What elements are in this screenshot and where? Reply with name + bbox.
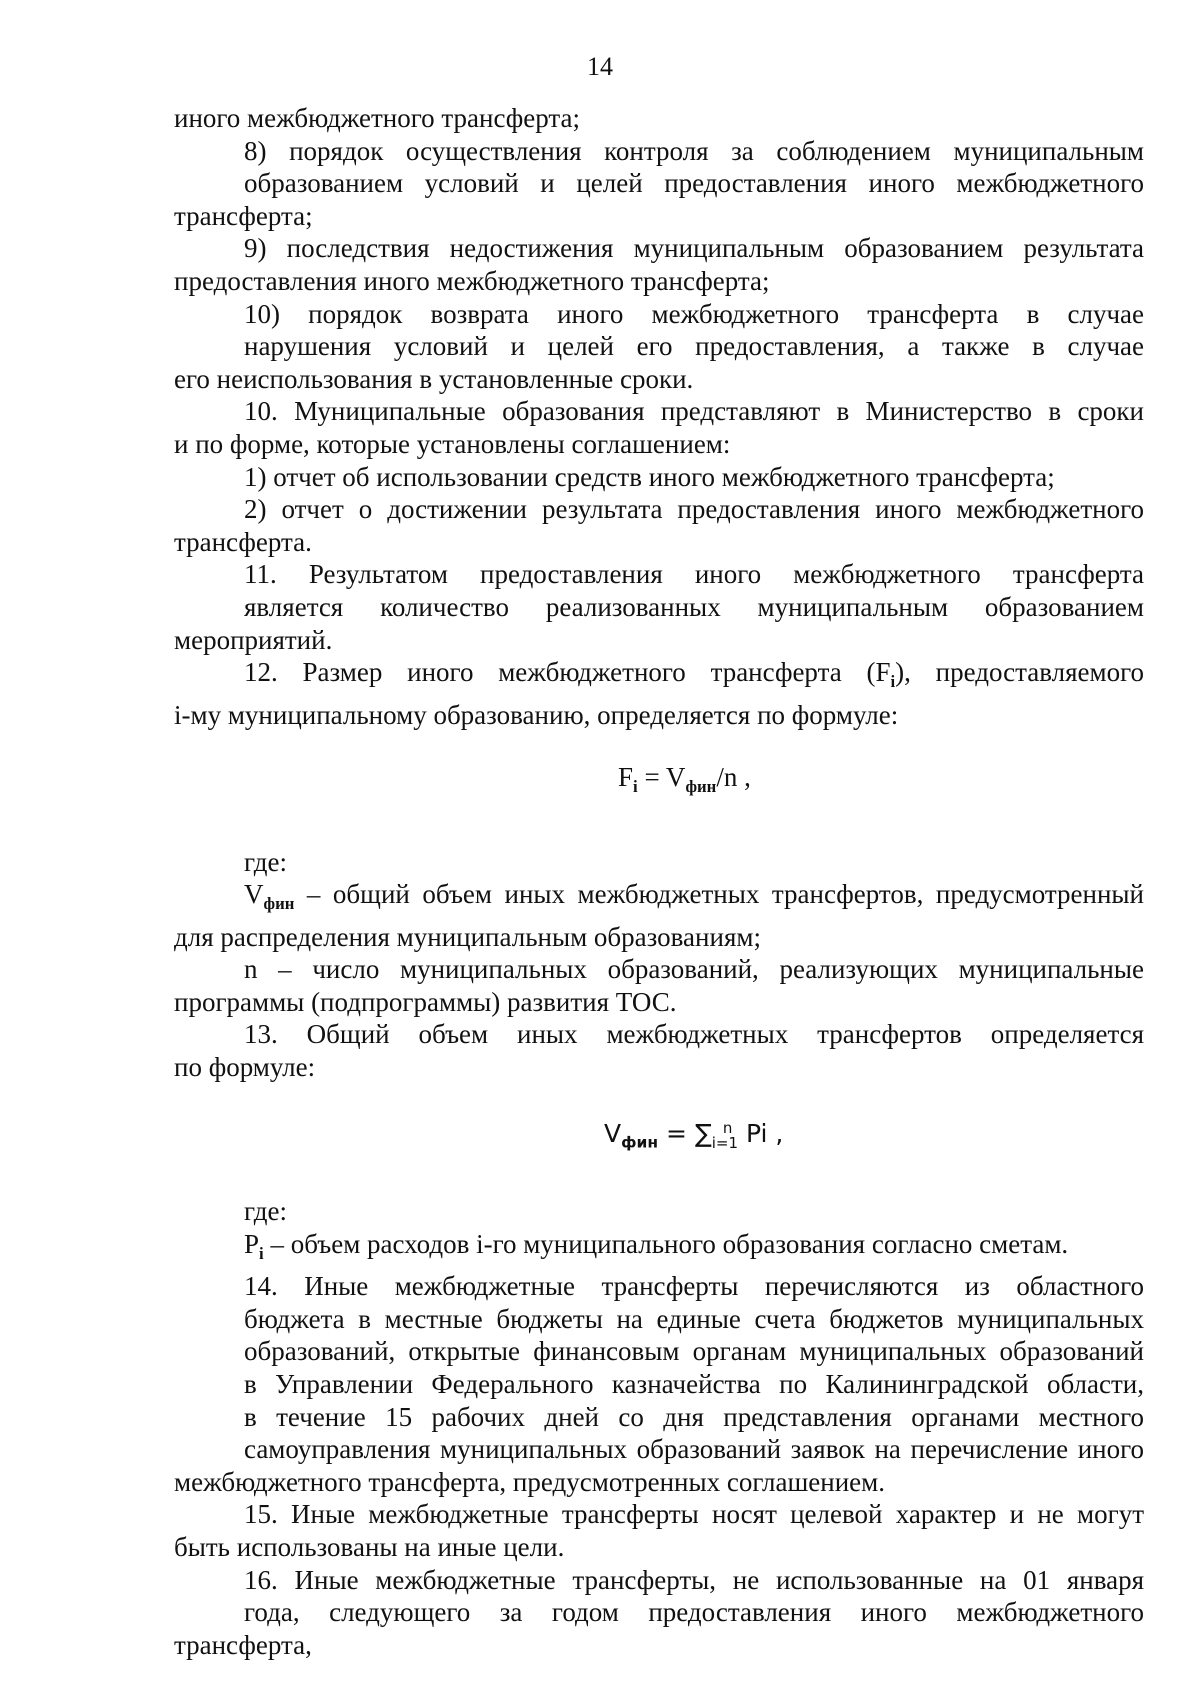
where-label: где: (244, 846, 287, 877)
subscript: i (633, 776, 638, 796)
text-line: программы (подпрограммы) развития ТОС. (174, 986, 677, 1017)
summation (695, 1118, 738, 1160)
paragraph-item-10 (174, 298, 1144, 396)
subscript: фин (685, 776, 717, 796)
text-fragment: V (244, 879, 264, 910)
report-item-2 (174, 493, 1144, 558)
formula-symbol: = (658, 1118, 695, 1148)
text-fragment: 12. Размер иного межбюджетного трансферта (F (244, 657, 891, 688)
text-line: в течение 15 рабочих дней со дня представления органами местного (244, 1401, 1144, 1432)
text-line: 11. Результатом предоставления иного межбюджетного трансферта (244, 559, 1144, 590)
text-line: 16. Иные межбюджетные трансферты, не использованные на 01 января (244, 1564, 1144, 1595)
text-line: и по форме, которые установлены соглашением: (174, 428, 731, 459)
text-fragment: – общий объем иных межбюджетных трансфертов, предусмотренный (294, 879, 1144, 910)
text-line: в Управлении Федерального казначейства по Калининградской области, (244, 1368, 1144, 1399)
text-line: i-му муниципальному образованию, определяется по формуле: (174, 699, 899, 730)
text-line: для распределения муниципальным образованиям; (174, 921, 761, 952)
subscript: i=1 (711, 1133, 739, 1152)
text-line: 1) отчет об использовании средств иного межбюджетного трансферта; (244, 461, 1055, 492)
text-line: года, следующего за годом предоставления иного межбюджетного трансферта, (174, 1597, 1144, 1660)
subscript: i (890, 671, 896, 691)
paragraph (174, 102, 1144, 135)
text-line: бюджета в местные бюджеты на единые счета бюджетов муниципальных (244, 1303, 1144, 1334)
text-line (174, 878, 1144, 920)
formula-fi (174, 761, 1144, 803)
formula-symbol: Pi , (738, 1118, 784, 1148)
text-line: 10) порядок возврата иного межбюджетного трансферта в случае (244, 298, 1144, 329)
page-number: 14 (587, 52, 613, 81)
text-line: 9) последствия недостижения муниципальным образованием результата (244, 233, 1144, 264)
document-body (174, 102, 1144, 1661)
definition-n (174, 953, 1144, 1018)
where-label: где: (244, 1196, 287, 1227)
sigma-symbol: ∑ (694, 1118, 712, 1148)
paragraph-item-8 (174, 135, 1144, 233)
text-fragment: – объем расходов i-го муниципального образования согласно сметам. (263, 1228, 1069, 1259)
superscript: n (722, 1118, 733, 1137)
text-line: образований, открытые финансовым органам муниципальных образований (244, 1336, 1144, 1367)
text-line: быть использованы на иные цели. (174, 1531, 565, 1562)
section-16 (174, 1564, 1144, 1662)
text-line: трансферта; (174, 200, 313, 231)
text-line: межбюджетного трансферта, предусмотренных соглашением. (174, 1466, 886, 1497)
text-line: по формуле: (174, 1051, 316, 1082)
definition-vfin (174, 878, 1144, 953)
text-line: предоставления иного межбюджетного трансферта; (174, 265, 770, 296)
text-line: трансферта. (174, 526, 312, 557)
text-line: 14. Иные межбюджетные трансферты перечисляются из областного (244, 1271, 1144, 1302)
section-15 (174, 1498, 1144, 1563)
text-line: мероприятий. (174, 624, 333, 655)
section-11 (174, 558, 1144, 656)
definition-pi (174, 1228, 1144, 1270)
text-line: его неиспользования в установленные сроки. (174, 363, 694, 394)
text-line: иного межбюджетного трансферта; (174, 103, 580, 133)
paragraph-item-9 (174, 232, 1144, 297)
formula-symbol: V (604, 1118, 622, 1148)
text-fragment: ), предоставляемого (895, 657, 1144, 688)
section-12 (174, 656, 1144, 731)
formula-symbol: /n , (716, 762, 751, 793)
text-line: является количество реализованных муниципальным образованием (244, 591, 1144, 622)
text-line: n – число муниципальных образований, реализующих муниципальные (244, 954, 1144, 985)
subscript: фин (263, 894, 295, 913)
text-line (174, 656, 1144, 698)
section-10 (174, 395, 1144, 460)
subscript: i (259, 1243, 264, 1263)
text-line: 10. Муниципальные образования представляют в Министерство в сроки (244, 396, 1144, 427)
text-line: 2) отчет о достижении результата предоставления иного межбюджетного (244, 494, 1144, 525)
section-14 (174, 1270, 1144, 1498)
text-line: 13. Общий объем иных межбюджетных трансфертов определяется (244, 1019, 1144, 1050)
formula-vfin (174, 1118, 1144, 1160)
text-line: 8) порядок осуществления контроля за соблюдением муниципальным (244, 135, 1144, 166)
section-13 (174, 1018, 1144, 1083)
subscript: фин (621, 1132, 659, 1151)
text-line (244, 1228, 1069, 1263)
formula-symbol: = V (637, 762, 686, 793)
report-item-1 (174, 461, 1144, 494)
text-line: 15. Иные межбюджетные трансферты носят целевой характер и не могут (244, 1499, 1144, 1530)
formula-symbol: F (618, 762, 634, 793)
text-line: нарушения условий и целей его предоставления, а также в случае (244, 331, 1144, 362)
text-line: самоуправления муниципальных образований заявок на перечисление иного (244, 1434, 1144, 1465)
text-line: образованием условий и целей предоставления иного межбюджетного (244, 168, 1144, 199)
text-fragment: P (244, 1228, 260, 1259)
